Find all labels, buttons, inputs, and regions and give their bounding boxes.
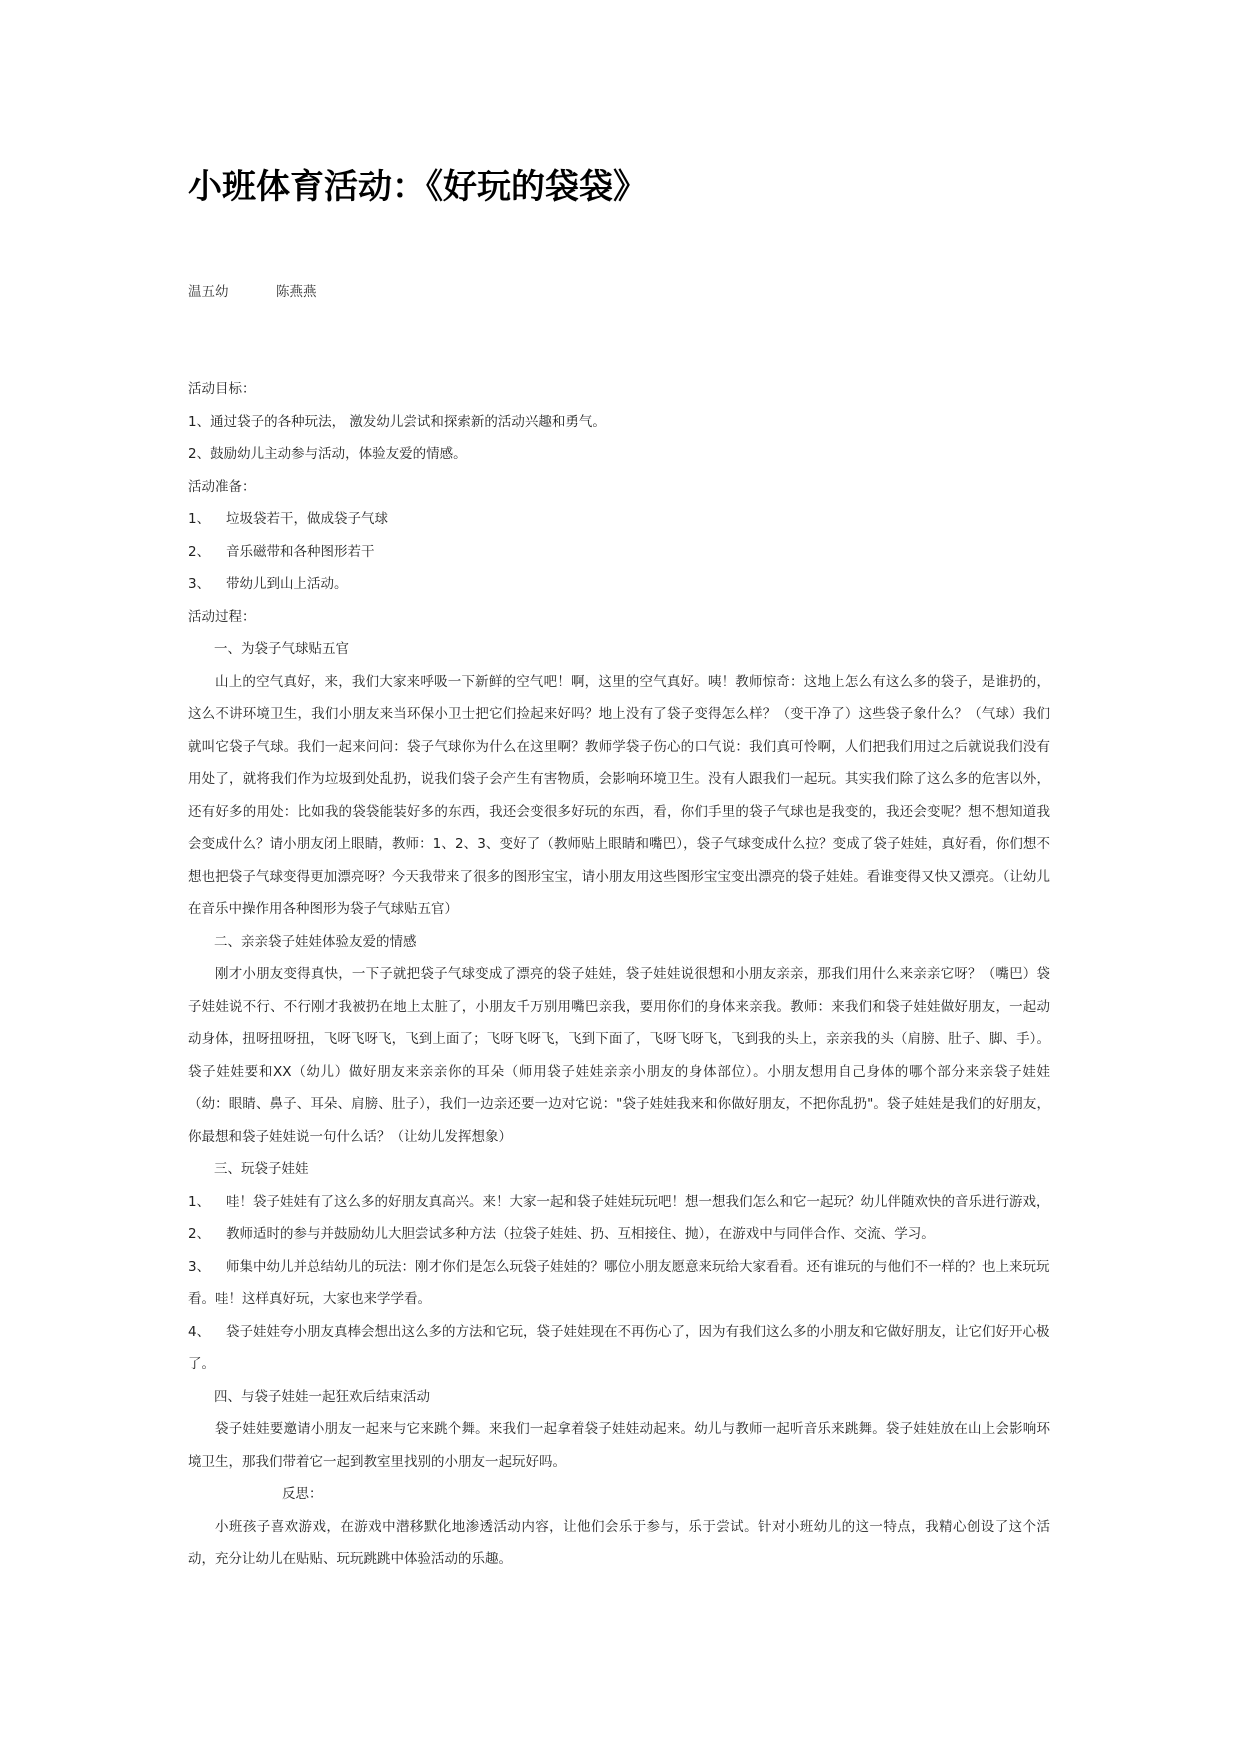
section-heading: 二、亲亲袋子娃娃体验友爱的情感 — [214, 933, 417, 950]
step-text: 教师适时的参与并鼓励幼儿大胆尝试多种方法（拉袋子娃娃、扔、互相接住、抛），在游戏中与同伴合作、交流、学习。 — [226, 1226, 935, 1242]
step-number: 2、 — [188, 1226, 211, 1242]
goal-number: 1、 — [188, 413, 211, 430]
prep-text: 带幼儿到山上活动。 — [226, 576, 348, 592]
author-name: 陈燕燕 — [276, 284, 317, 300]
process-heading: 活动过程： — [188, 608, 256, 625]
step-number: 4、 — [188, 1323, 211, 1340]
goals-heading: 活动目标： — [188, 381, 256, 397]
prep-text: 垃圾袋若干，做成袋子气球 — [226, 511, 388, 527]
author-line — [188, 282, 317, 302]
prep-item — [188, 536, 1050, 569]
prep-number: 1、 — [188, 511, 211, 527]
section-paragraph: 山上的空气真好，来，我们大家来呼吸一下新鲜的空气吧！啊，这里的空气真好。咦！教师惊奇：这地上怎么有这么多的袋子，是谁扔的，这么不讲环境卫生，我们小朋友来当环保小卫士把它们捡起来好吗？地上没有了袋子变得怎么样？（变干净了）这些袋子象什么？（气球）我们就叫它袋子气球。我们一起来问问：袋子气球你为什么在这里啊？教师学袋子伤心的口气说：我们真可怜啊，人们把我们用过之后就说我们没有用处了，就将我们作为垃圾到处乱扔，说我们袋子会产生有害物质，会影响环境卫生。没有人跟我们一起玩。其实我们除了这么多的危害以外，还有好多的用处：比如我的袋袋能装好多的东西，我还会变很多好玩的东西，看，你们手里的袋子气球也是我变的，我还会变呢？想不想知道我会变成什么？请小朋友闭上眼睛，教师：1、2、3、变好了（教师贴上眼睛和嘴巴），袋子气球变成什么拉？变成了袋子娃娃，真好看，你们想不想也把袋子气球变得更加漂亮呀？今天我带来了很多的图形宝宝，请小朋友用这些图形宝宝变出漂亮的袋子娃娃。看谁变得又快又漂亮。（让幼儿在音乐中操作用各种图形为袋子气球贴五官） — [188, 673, 1050, 917]
step-text: 袋子娃娃夸小朋友真棒会想出这么多的方法和它玩，袋子娃娃现在不再伤心了，因为有我们这么多的小朋友和它做好朋友，让它们好开心极了。 — [188, 1323, 1050, 1372]
document-body — [188, 373, 1050, 1576]
goal-number: 2、 — [188, 446, 211, 462]
goal-item — [188, 406, 1050, 439]
game-step — [188, 1316, 1050, 1381]
step-number: 1、 — [188, 1193, 211, 1210]
goal-text: 鼓励幼儿主动参与活动，体验友爱的情感。 — [210, 446, 467, 462]
reflection-paragraph: 小班孩子喜欢游戏，在游戏中潜移默化地渗透活动内容，让他们会乐于参与，乐于尝试。针对小班幼儿的这一特点，我精心创设了这个活动，充分让幼儿在贴贴、玩玩跳跳中体验活动的乐趣。 — [188, 1518, 1050, 1567]
game-step — [188, 1251, 1050, 1316]
document-title: 小班体育活动：《好玩的袋袋》 — [188, 167, 647, 207]
section-paragraph: 袋子娃娃要邀请小朋友一起来与它来跳个舞。来我们一起拿着袋子娃娃动起来。幼儿与教师一起听音乐来跳舞。袋子娃娃放在山上会影响环境卫生，那我们带着它一起到教室里找别的小朋友一起玩好吗。 — [188, 1421, 1050, 1470]
section-paragraph: 刚才小朋友变得真快，一下子就把袋子气球变成了漂亮的袋子娃娃，袋子娃娃说很想和小朋友亲亲，那我们用什么来亲亲它呀？（嘴巴）袋子娃娃说不行、不行刚才我被扔在地上太脏了，小朋友千万别用嘴巴亲我，要用你们的身体来亲我。教师：来我们和袋子娃娃做好朋友，一起动动身体，扭呀扭呀扭，飞呀飞呀飞，飞到上面了；飞呀飞呀飞，飞到下面了，飞呀飞呀飞，飞到我的头上，亲亲我的头（肩膀、肚子、脚、手）。袋子娃娃要和XX（幼儿）做好朋友来亲亲你的耳朵（师用袋子娃娃亲亲小朋友的身体部位）。小朋友想用自己身体的哪个部分来亲袋子娃娃（幼：眼睛、鼻子、耳朵、肩膀、肚子），我们一边亲还要一边对它说："袋子娃娃我来和你做好朋友，不把你乱扔"。袋子娃娃是我们的好朋友，你最想和袋子娃娃说一句什么话？（让幼儿发挥想象） — [188, 966, 1050, 1145]
reflection-heading: 反思： — [282, 1486, 323, 1502]
prep-item — [188, 503, 1050, 536]
prep-number: 2、 — [188, 543, 211, 560]
prep-heading: 活动准备： — [188, 478, 256, 495]
step-text: 哇！袋子娃娃有了这么多的好朋友真高兴。来！大家一起和袋子娃娃玩玩吧！想一想我们怎么和它一起玩？幼儿伴随欢快的音乐进行游戏， — [226, 1193, 1050, 1210]
prep-number: 3、 — [188, 576, 211, 592]
step-text: 师集中幼儿并总结幼儿的玩法：刚才你们是怎么玩袋子娃娃的？哪位小朋友愿意来玩给大家看看。还有谁玩的与他们不一样的？也上来玩玩看。哇！这样真好玩，大家也来学学看。 — [188, 1258, 1050, 1307]
prep-text: 音乐磁带和各种图形若干 — [226, 543, 375, 560]
step-number: 3、 — [188, 1258, 211, 1275]
section-heading: 四、与袋子娃娃一起狂欢后结束活动 — [214, 1388, 430, 1405]
section-heading: 一、为袋子气球贴五官 — [214, 641, 349, 657]
goal-item — [188, 438, 1050, 471]
game-step — [188, 1186, 1050, 1219]
section-heading: 三、玩袋子娃娃 — [214, 1161, 309, 1177]
game-step — [188, 1218, 1050, 1251]
goal-text: 通过袋子的各种玩法， 激发幼儿尝试和探索新的活动兴趣和勇气。 — [210, 413, 606, 430]
prep-item — [188, 568, 1050, 601]
author-school: 温五幼 — [188, 284, 229, 300]
